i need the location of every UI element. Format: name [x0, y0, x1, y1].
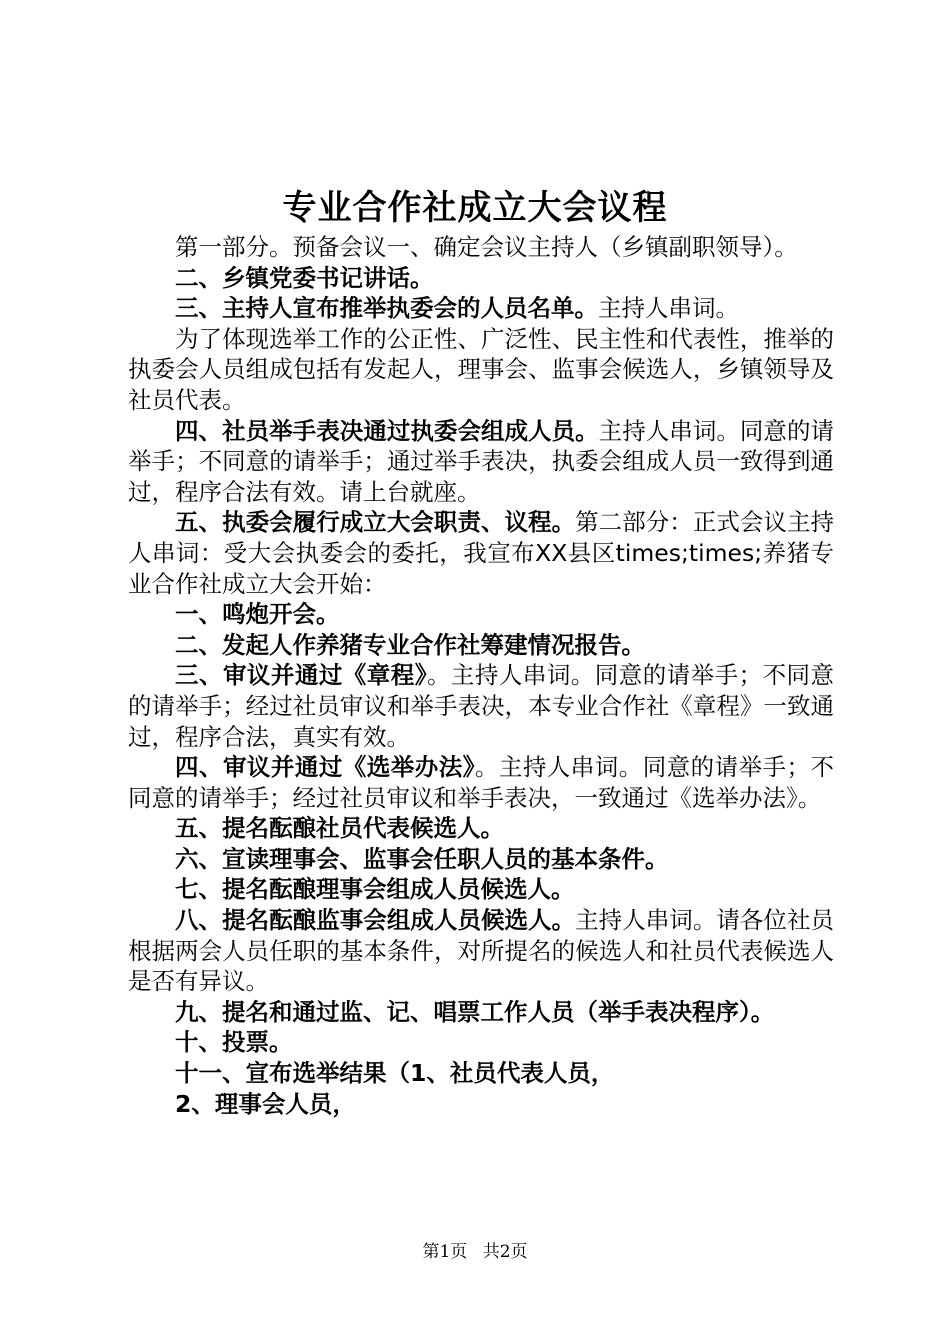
paragraph-heading: 五、执委会履行成立大会职责、议程。	[175, 508, 576, 537]
agenda-paragraph	[128, 293, 834, 324]
agenda-paragraph	[128, 1089, 834, 1120]
paragraph-text: 主持人串词。请各位社员根据两会人员任职的基本条件，对所提名的候选人和社员代表候选人是否有异议。	[128, 906, 835, 996]
paragraph-heading: 五、提名酝酿社员代表候选人。	[175, 814, 504, 843]
paragraph-text: 为了体现选举工作的公正性、广泛性、民主性和代表性，推举的执委会人员组成包括有发起人，理事会、监事会候选人，乡镇领导及社员代表。	[128, 324, 834, 414]
paragraph-heading: 2、理事会人员，	[175, 1089, 356, 1118]
agenda-paragraph	[128, 997, 834, 1028]
agenda-paragraph	[128, 813, 834, 844]
page-number: 第1页	[422, 1242, 468, 1262]
paragraph-text: 第一部分。预备会议一、确定会议主持人（乡镇副职领导）。	[175, 233, 798, 261]
paragraph-heading: 四、社员举手表决通过执委会组成人员。	[175, 416, 599, 445]
paragraph-heading: 八、提名酝酿监事会组成人员候选人。	[175, 906, 576, 935]
paragraph-heading: 十一、宣布选举结果（1、社员代表人员，	[175, 1059, 615, 1088]
page-total: 共2页	[482, 1242, 528, 1262]
document-body	[128, 232, 834, 1119]
agenda-paragraph	[128, 752, 834, 813]
agenda-paragraph	[128, 324, 834, 416]
paragraph-heading: 三、主持人宣布推举执委会的人员名单。	[175, 294, 598, 323]
paragraph-heading: 一、鸣炮开会。	[175, 600, 340, 629]
agenda-paragraph	[128, 874, 834, 905]
agenda-paragraph	[128, 1058, 834, 1089]
paragraph-text: 。主持人串词。同意的请举手；不同意的请举手；经过社员审议和举手表决，一致通过《选举办法》。	[128, 753, 835, 812]
paragraph-text: 主持人串词。同意的请举手；不同意的请举手；通过举手表决，执委会组成人员一致得到通过，程序合法有效。请上台就座。	[128, 416, 835, 506]
agenda-paragraph	[128, 844, 834, 875]
paragraph-heading: 十、投票。	[175, 1028, 293, 1057]
paragraph-heading: 二、乡镇党委书记讲话。	[175, 263, 434, 292]
agenda-paragraph	[128, 905, 834, 997]
agenda-paragraph	[128, 660, 834, 752]
agenda-paragraph	[128, 263, 834, 294]
page-footer	[0, 1240, 950, 1264]
paragraph-heading: 九、提名和通过监、记、唱票工作人员（举手表决程序）。	[175, 997, 775, 1026]
paragraph-heading: 三、审议并通过《章程》	[175, 661, 427, 690]
paragraph-heading: 七、提名酝酿理事会组成人员候选人。	[175, 875, 575, 904]
agenda-paragraph	[128, 630, 834, 661]
paragraph-heading: 二、发起人作养猪专业合作社筹建情况报告。	[175, 630, 645, 659]
paragraph-heading: 六、宣读理事会、监事会任职人员的基本条件。	[175, 844, 669, 873]
paragraph-text: 第二部分：正式会议主持人串词：受大会执委会的委托，我宣布XX县区times;times;养猪专业合作社成立大会开始：	[128, 508, 835, 598]
agenda-paragraph	[128, 1027, 834, 1058]
agenda-paragraph	[128, 232, 834, 263]
paragraph-text: 。主持人串词。同意的请举手；不同意的请举手；经过社员审议和举手表决，本专业合作社《章程》一致通过，程序合法，真实有效。	[128, 661, 835, 751]
agenda-paragraph	[128, 599, 834, 630]
paragraph-heading: 四、审议并通过《选举办法》	[175, 753, 475, 782]
agenda-paragraph	[128, 507, 834, 599]
document-title: 专业合作社成立大会议程	[282, 188, 668, 228]
agenda-paragraph	[128, 416, 834, 508]
paragraph-text: 主持人串词。	[598, 294, 739, 323]
